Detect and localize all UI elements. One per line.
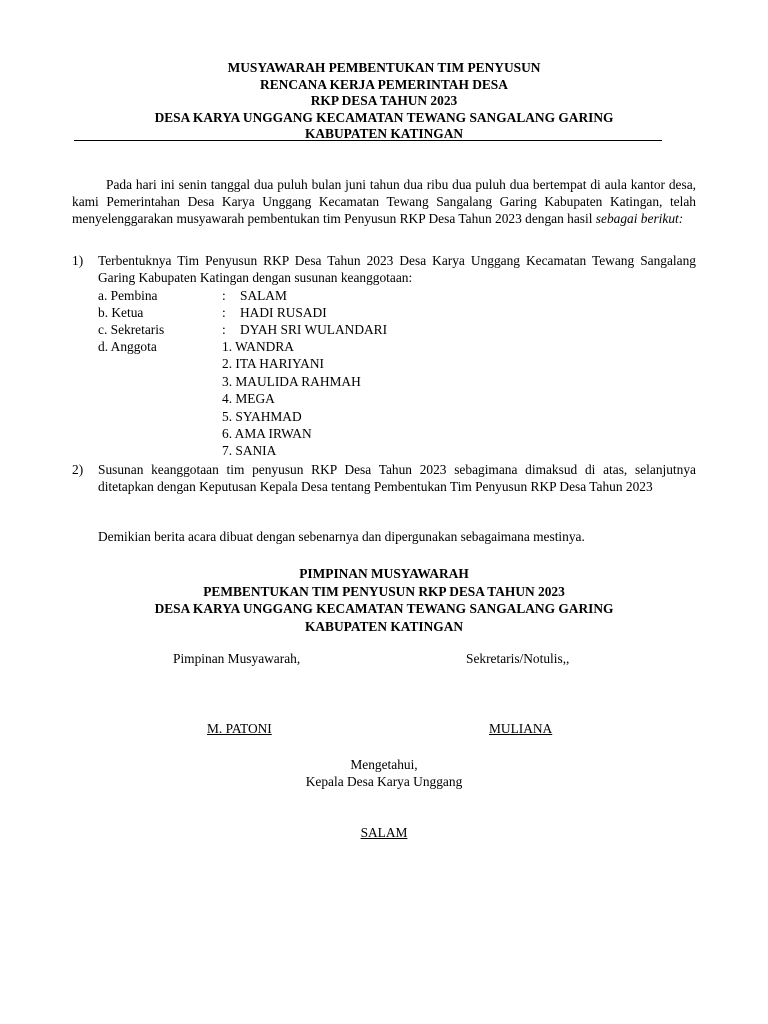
intro-text: Pada hari ini senin tanggal dua puluh bulan juni tahun dua ribu dua puluh dua bertempat di aula kantor desa, kami Pemerintahan Desa Karya Unggang Kecamatan Tewang Sangalang Garing Kabupaten Katingan, telah menyelenggarakan musyawarah pembentukan tim Penyusun RKP Desa Tahun 2023 dengan hasil [72, 177, 696, 227]
acknowledgement-line-1: Mengetahui, [350, 757, 418, 772]
list-item: 4. MEGA [222, 391, 275, 407]
list-item: 6. AMA IRWAN [222, 425, 312, 441]
village-head-name: SALAM [360, 825, 408, 840]
header-line-5: KABUPATEN KATINGAN [304, 126, 464, 142]
header-divider [74, 140, 662, 141]
intro-italic: sebagai berikut: [595, 211, 684, 227]
leaders-line-4: KABUPATEN KATINGAN [304, 618, 464, 634]
list-item-number: 2) [72, 462, 84, 477]
list-item: 5. SYAHMAD [222, 408, 302, 424]
roster-value: SALAM [240, 288, 287, 303]
header-line-3: RKP DESA TAHUN 2023 [310, 93, 458, 109]
intro-paragraph [72, 176, 696, 228]
list-item-text: Terbentuknya Tim Penyusun RKP Desa Tahun 2023 Desa Karya Unggang Kecamatan Tewang Sangalang Garing Kabupaten Katingan dengan susunan keanggotaan: [98, 253, 696, 286]
signature-name-left: M. PATONI [207, 721, 272, 736]
roster-key: d. Anggota [98, 339, 157, 354]
header-line-2: RENCANA KERJA PEMERINTAH DESA [260, 76, 508, 92]
roster-colon: : [222, 288, 226, 303]
leaders-line-2: PEMBENTUKAN TIM PENYUSUN RKP DESA TAHUN 2023 [203, 583, 565, 599]
roster-value: DYAH SRI WULANDARI [240, 322, 388, 337]
roster-colon: : [222, 305, 226, 320]
roster-key: b. Ketua [98, 305, 144, 320]
document-header [72, 60, 696, 143]
signature-label-right: Sekretaris/Notulis,, [466, 651, 570, 666]
roster-value: HADI RUSADI [240, 305, 327, 320]
leaders-line-3: DESA KARYA UNGGANG KECAMATAN TEWANG SANGALANG GARING [154, 601, 614, 617]
list-item: 3. MAULIDA RAHMAH [222, 373, 361, 389]
list-item-text: Susunan keanggotaan tim penyusun RKP Desa Tahun 2023 sebagimana dimaksud di atas, selanjutnya ditetapkan dengan Keputusan Kepala Desa tentang Pembentukan Tim Penyusun RKP Desa Tahun 2023 [98, 462, 696, 495]
closing-statement: Demikian berita acara dibuat dengan sebenarnya dan dipergunakan sebagaimana mestinya. [98, 529, 585, 544]
list-item: 7. SANIA [222, 443, 277, 459]
signature-label-left: Pimpinan Musyawarah, [173, 651, 301, 666]
roster-key: c. Sekretaris [98, 322, 165, 337]
leaders-line-1: PIMPINAN MUSYAWARAH [299, 566, 469, 581]
header-line-4: DESA KARYA UNGGANG KECAMATAN TEWANG SANGALANG GARING [154, 109, 614, 125]
list-item: 2. ITA HARIYANI [222, 356, 324, 372]
list-item-number: 1) [72, 253, 84, 268]
header-line-1: MUSYAWARAH PEMBENTUKAN TIM PENYUSUN [227, 60, 541, 75]
leaders-heading [72, 565, 696, 635]
list-item: 1. WANDRA [222, 339, 294, 354]
roster-key: a. Pembina [98, 288, 158, 303]
acknowledgement-block [234, 756, 534, 790]
acknowledgement-line-2: Kepala Desa Karya Unggang [305, 774, 463, 790]
roster-colon: : [222, 322, 226, 337]
signature-name-right: MULIANA [489, 721, 553, 736]
member-list [222, 338, 361, 460]
